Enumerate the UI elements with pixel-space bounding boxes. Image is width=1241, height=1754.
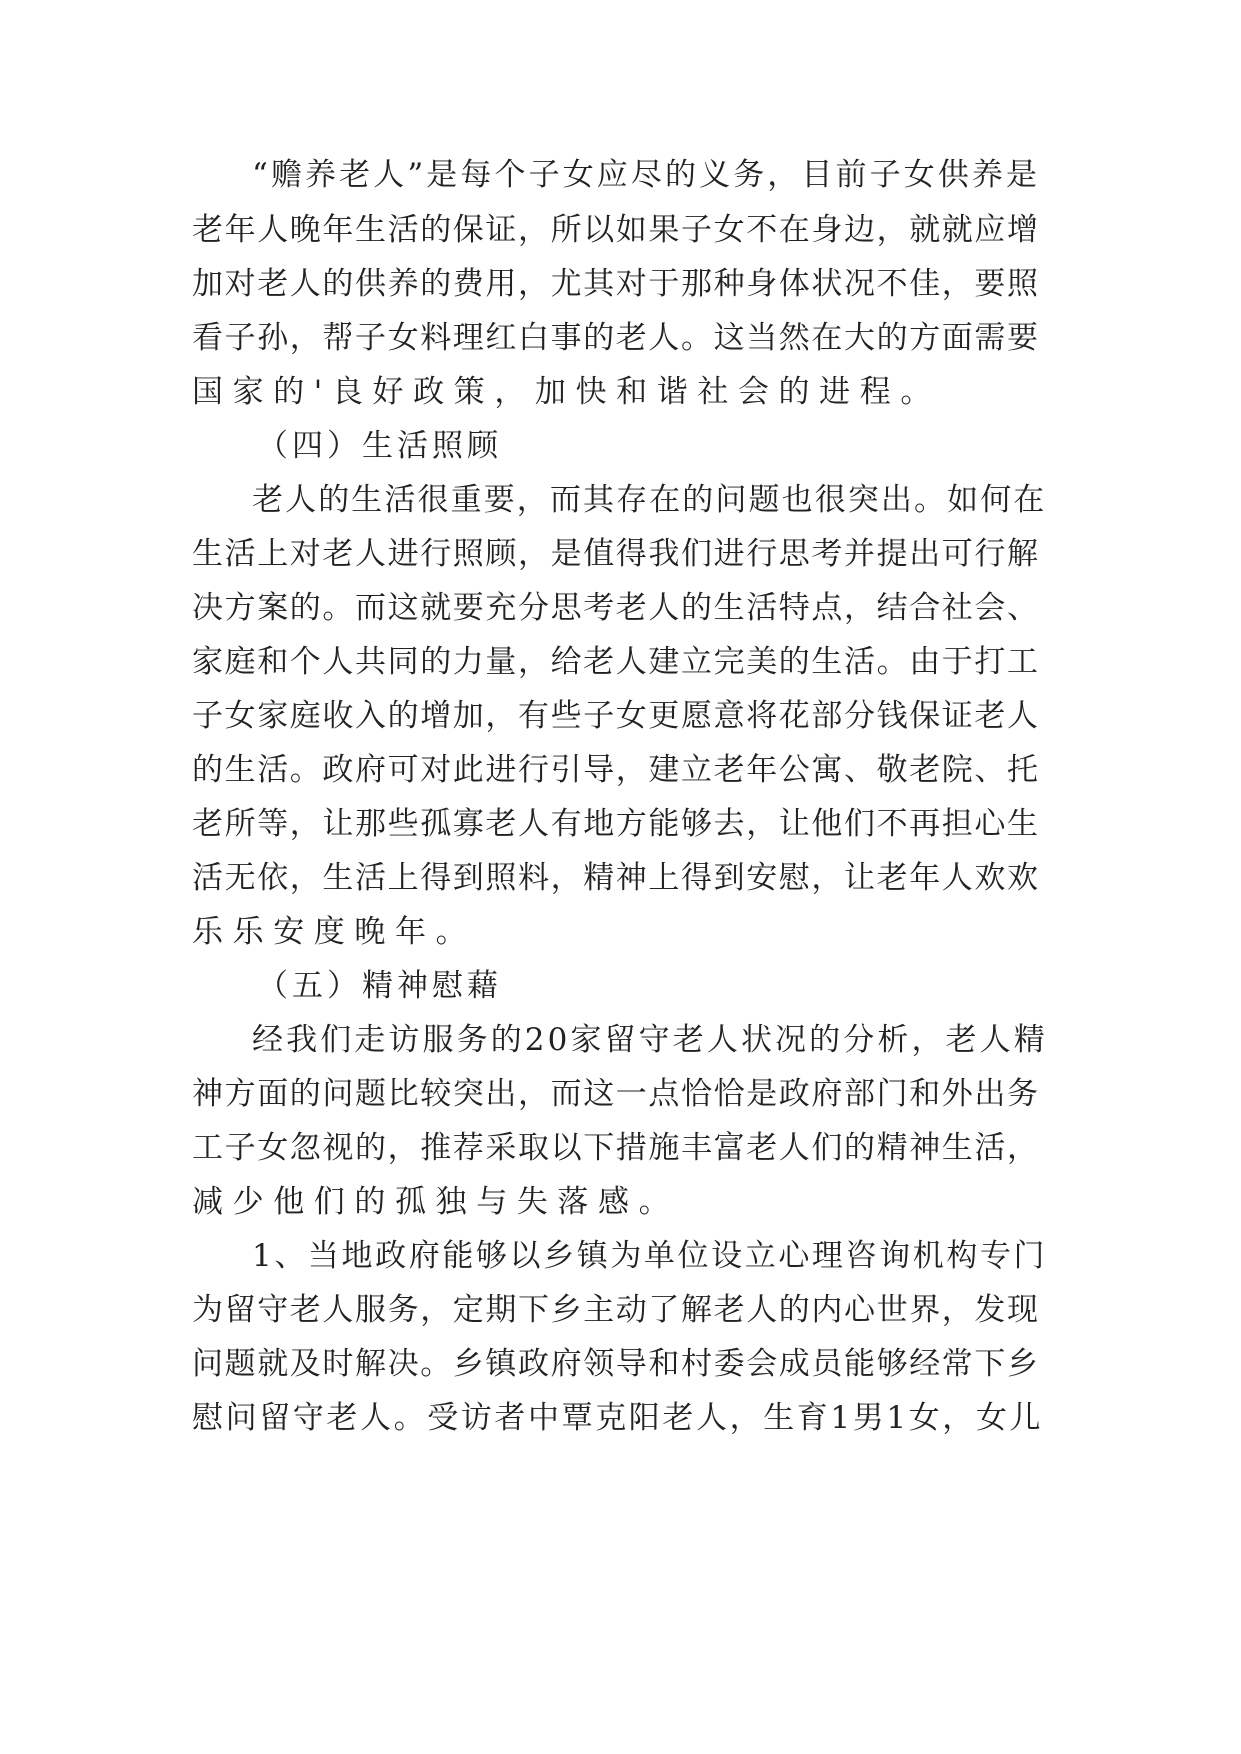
paragraph-line: 经我们走访服务的20家留守老人状况的分析，老人精 <box>252 1022 1048 1058</box>
paragraph-line: “赡养老人”是每个子女应尽的义务，目前子女供养是 <box>252 157 1041 193</box>
paragraph-line: 乐乐安度晚年。 <box>192 914 477 950</box>
section-heading: （四）生活照顾 <box>257 428 502 464</box>
paragraph-line: 1、当地政府能够以乡镇为单位设立心理咨询机构专门 <box>252 1238 1048 1274</box>
paragraph-line: 减少他们的孤独与失落感。 <box>192 1184 680 1220</box>
paragraph-line: 家庭和个人共同的力量，给老人建立完美的生活。由于打工 <box>192 644 1040 680</box>
paragraph-line: 老所等，让那些孤寡老人有地方能够去，让他们不再担心生 <box>192 806 1040 842</box>
section-heading: （五）精神慰藉 <box>257 968 502 1004</box>
paragraph-line: 国家的'良好政策，加快和谐社会的进程。 <box>192 374 941 410</box>
paragraph-line: 为留守老人服务，定期下乡主动了解老人的内心世界，发现 <box>192 1292 1040 1328</box>
paragraph-line: 看子孙，帮子女料理红白事的老人。这当然在大的方面需要 <box>192 320 1040 356</box>
paragraph-line: 加对老人的供养的费用，尤其对于那种身体状况不佳，要照 <box>192 266 1040 302</box>
paragraph-line: 的生活。政府可对此进行引导，建立老年公寓、敬老院、托 <box>192 752 1040 788</box>
paragraph-line: 老年人晚年生活的保证，所以如果子女不在身边，就就应增 <box>192 212 1040 248</box>
paragraph-line: 生活上对老人进行照顾，是值得我们进行思考并提出可行解 <box>192 536 1040 572</box>
paragraph-line: 老人的生活很重要，而其存在的问题也很突出。如何在 <box>252 482 1047 518</box>
paragraph-line: 工子女忽视的，推荐采取以下措施丰富老人们的精神生活， <box>192 1130 1040 1166</box>
paragraph-line: 问题就及时解决。乡镇政府领导和村委会成员能够经常下乡 <box>192 1346 1040 1382</box>
paragraph-line: 决方案的。而这就要充分思考老人的生活特点，结合社会、 <box>192 590 1040 626</box>
paragraph-line: 神方面的问题比较突出，而这一点恰恰是政府部门和外出务 <box>192 1076 1040 1112</box>
paragraph-line: 慰问留守老人。受访者中覃克阳老人，生育1男1女，女儿 <box>192 1400 1044 1436</box>
paragraph-line: 子女家庭收入的增加，有些子女更愿意将花部分钱保证老人 <box>192 698 1040 734</box>
paragraph-line: 活无依，生活上得到照料，精神上得到安慰，让老年人欢欢 <box>192 860 1040 896</box>
